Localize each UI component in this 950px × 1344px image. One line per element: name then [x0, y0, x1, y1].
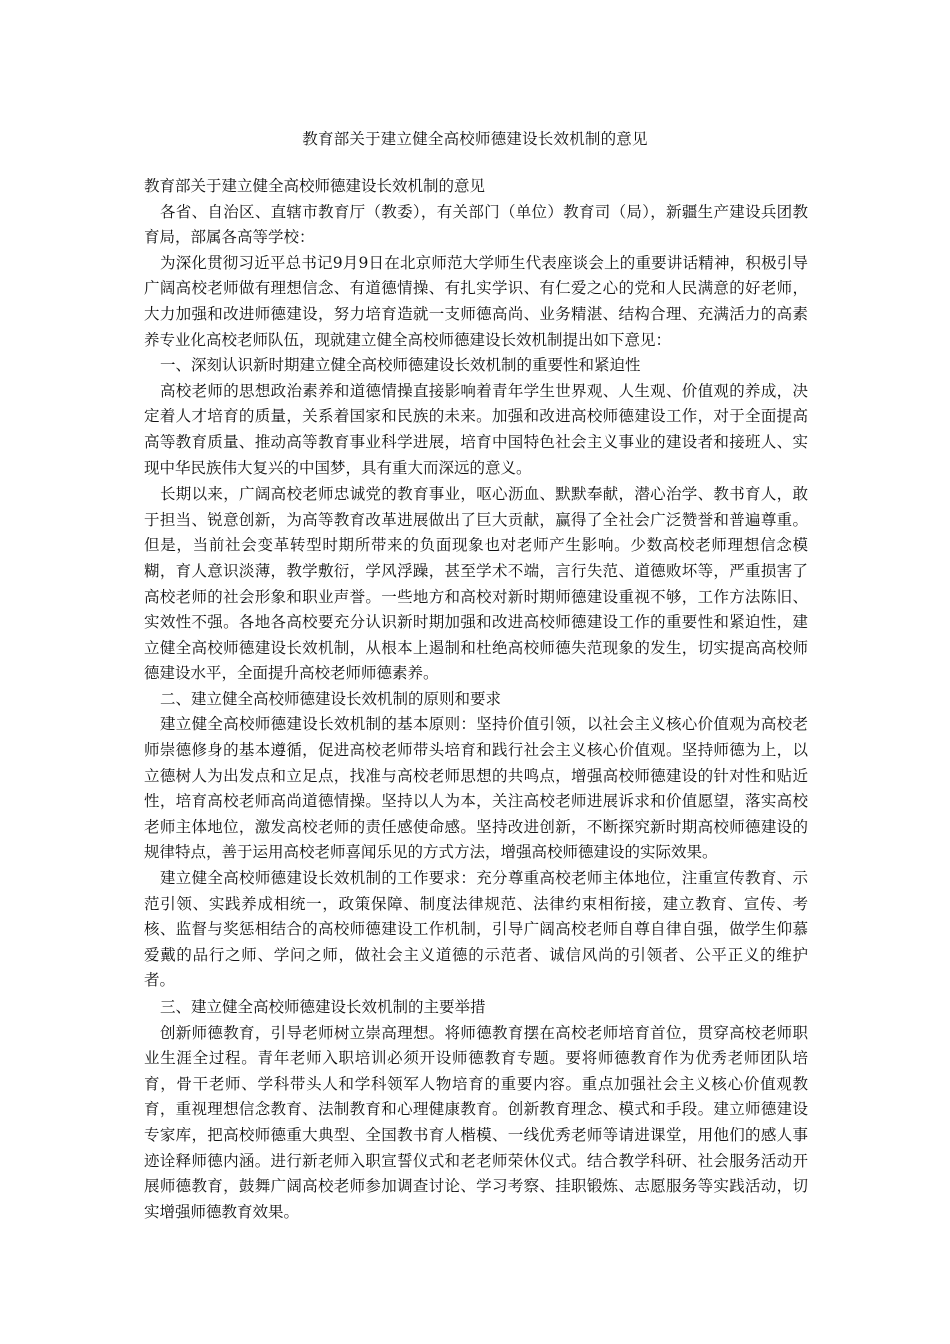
body-paragraph: 建立健全高校师德建设长效机制的工作要求：充分尊重高校老师主体地位，注重宣传教育、示范引领、实践养成相统一，政策保障、制度法律规范、法律约束相衔接，建立教育、宣传、考核、监督与奖惩相结合的高校师德建设工作机制，引导广阔高校老师自尊自律自强，做学生仰慕爱戴的品行之师、学问之师，做社会主义道德的示范者、诚信风尚的引领者、公平正义的维护者。 — [144, 869, 808, 990]
body-paragraph: 创新师德教育，引导老师树立崇高理想。将师德教育摆在高校老师培育首位，贯穿高校老师职业生涯全过程。青年老师入职培训必须开设师德教育专题。要将师德教育作为优秀老师团队培育，骨干老师、学科带头人和学科领军人物培育的重要内容。重点加强社会主义核心价值观教育，重视理想信念教育、法制教育和心理健康教育。创新教育理念、模式和手段。建立师德建设专家库，把高校师德重大典型、全国教书育人楷模、一线优秀老师等请进课堂，用他们的感人事迹诠释师德内涵。进行新老师入职宣誓仪式和老老师荣休仪式。结合教学科研、社会服务活动开展师德教育，鼓舞广阔高校老师参加调查讨论、学习考察、挂职锻炼、志愿服务等实践活动，切实增强师德教育效果。 — [144, 1023, 808, 1221]
intro-paragraph: 为深化贯彻习近平总书记9月9日在北京师范大学师生代表座谈会上的重要讲话精神，积极引导广阔高校老师做有理想信念、有道德情操、有扎实学识、有仁爱之心的党和人民满意的好老师，大力加强和改进师德建设，努力培育造就一支师德高尚、业务精湛、结构合理、充满活力的高素养专业化高校老师队伍，现就建立健全高校师德建设长效机制提出如下意见： — [144, 253, 808, 349]
body-paragraph: 长期以来，广阔高校老师忠诚党的教育事业，呕心沥血、默默奉献，潜心治学、教书育人，敢于担当、锐意创新，为高等教育改革进展做出了巨大贡献，赢得了全社会广泛赞誉和普遍尊重。但是，当前社会变革转型时期所带来的负面现象也对老师产生影响。少数高校老师理想信念模糊，育人意识淡薄，教学敷衍，学风浮躁，甚至学术不端，言行失范、道德败坏等，严重损害了高校老师的社会形象和职业声誉。一些地方和高校对新时期师德建设重视不够，工作方法陈旧、实效性不强。各地各高校要充分认识新时期加强和改进高校师德建设工作的重要性和紧迫性，建立健全高校师德建设长效机制，从根本上遏制和杜绝高校师德失范现象的发生，切实提高高校师德建设水平，全面提升高校老师师德素养。 — [144, 485, 808, 683]
document-body — [144, 174, 808, 1225]
document-title: 教育部关于建立健全高校师德建设长效机制的意见 — [302, 130, 648, 148]
body-paragraph: 建立健全高校师德建设长效机制的基本原则：坚持价值引领，以社会主义核心价值观为高校老师崇德修身的基本遵循，促进高校老师带头培育和践行社会主义核心价值观。坚持师德为上，以立德树人为出发点和立足点，找准与高校老师思想的共鸣点，增强高校师德建设的针对性和贴近性，培育高校老师高尚道德情操。坚持以人为本，关注高校老师进展诉求和价值愿望，落实高校老师主体地位，激发高校老师的责任感使命感。坚持改进创新，不断探究新时期高校师德建设的规律特点，善于运用高校老师喜闻乐见的方式方法，增强高校师德建设的实际效果。 — [144, 715, 808, 862]
body-heading: 教育部关于建立健全高校师德建设长效机制的意见 — [144, 177, 486, 195]
salutation-paragraph: 各省、自治区、直辖市教育厅（教委），有关部门（单位）教育司（局），新疆生产建设兵团教育局，部属各高等学校： — [144, 202, 808, 247]
section-heading-1: 一、深刻认识新时期建立健全高校师德建设长效机制的重要性和紧迫性 — [160, 356, 641, 375]
section-heading-3: 三、建立健全高校师德建设长效机制的主要举措 — [160, 998, 486, 1016]
section-heading-2: 二、建立健全高校师德建设长效机制的原则和要求 — [160, 689, 502, 708]
body-paragraph: 高校老师的思想政治素养和道德情操直接影响着青年学生世界观、人生观、价值观的养成，决定着人才培育的质量，关系着国家和民族的未来。加强和改进高校师德建设工作，对于全面提高高等教育质量、推动高等教育事业科学进展，培育中国特色社会主义事业的建设者和接班人、实现中华民族伟大复兴的中国梦，具有重大而深远的意义。 — [144, 381, 808, 477]
